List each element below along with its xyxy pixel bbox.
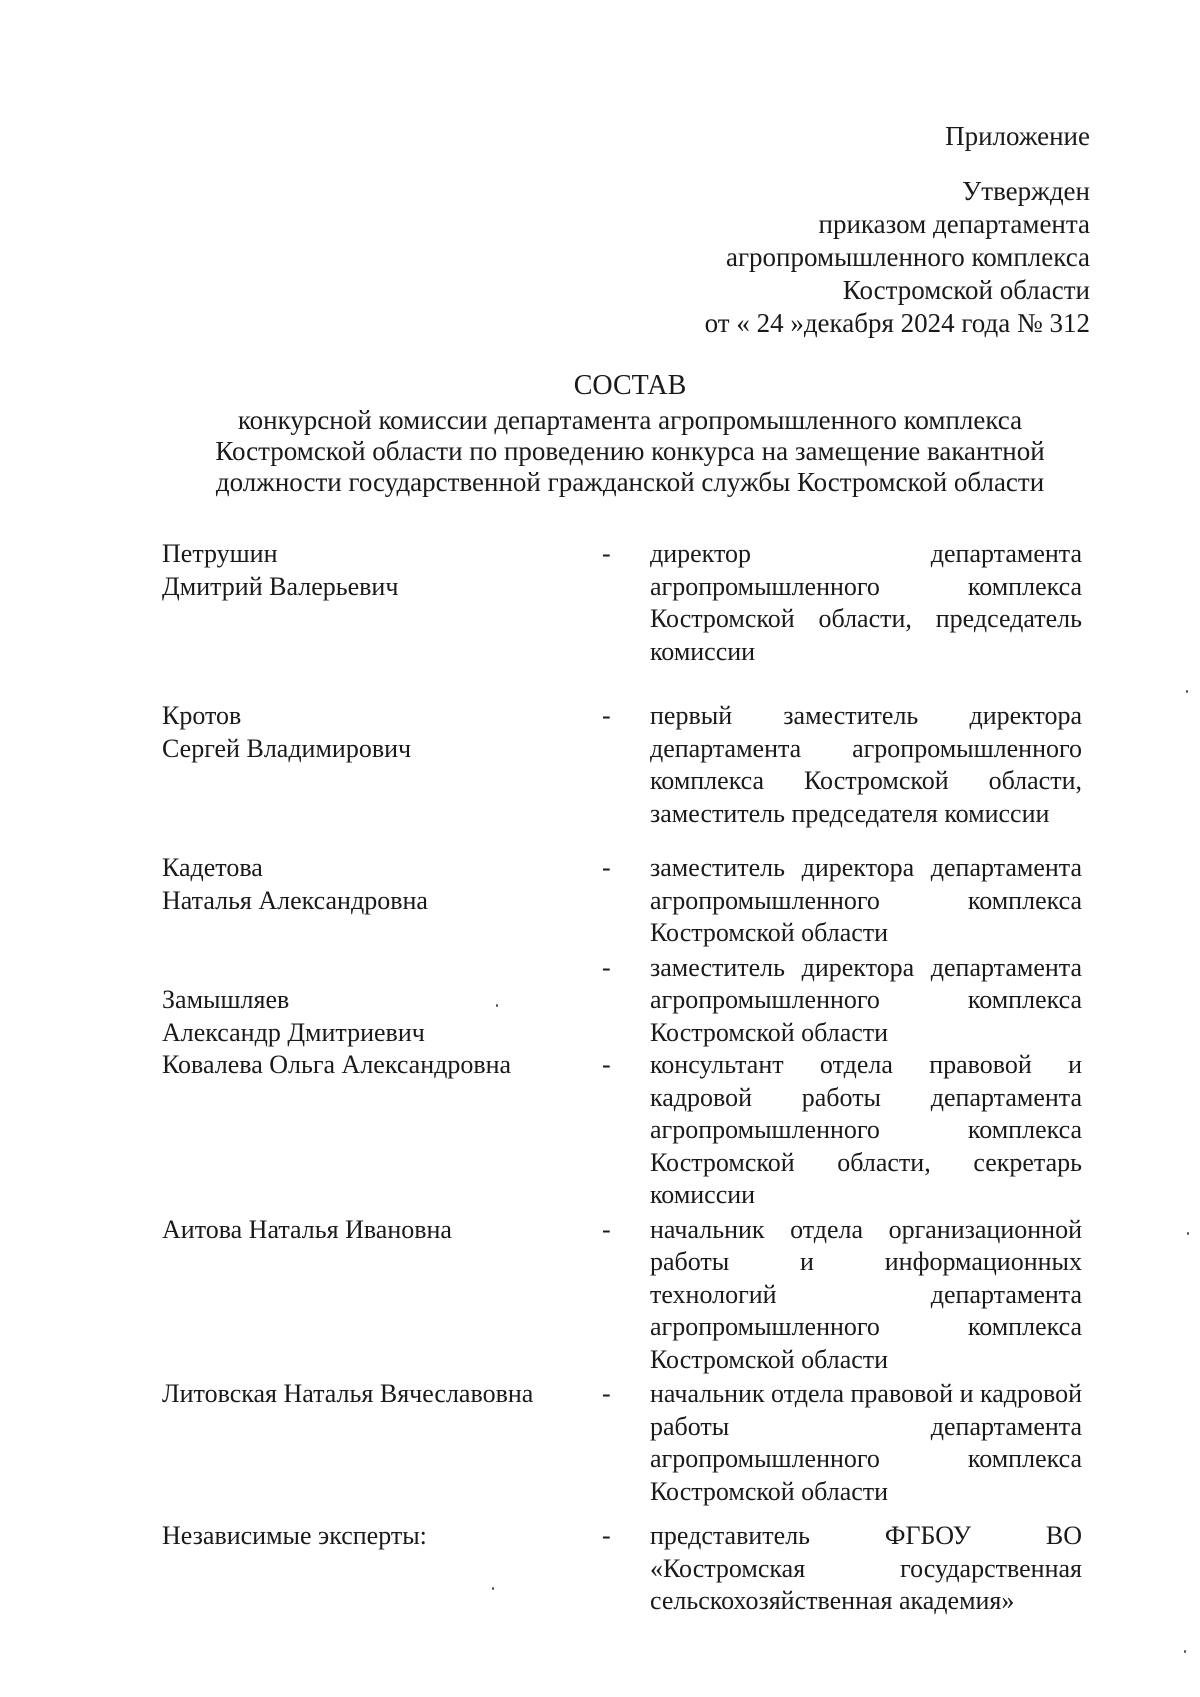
approval-line: агропромышленного комплекса: [726, 242, 1090, 272]
member-name: [162, 1520, 602, 1618]
member-role: начальник отдела правовой и кадровой работы департамента агропромышленного комплекса Костромской области: [650, 1379, 1083, 1506]
approval-line: Утвержден: [962, 176, 1090, 206]
commission-members-list: [162, 538, 1082, 1618]
scan-speck: [1187, 1232, 1189, 1235]
member-dash: -: [602, 1521, 611, 1550]
member-name: [162, 1378, 602, 1508]
document-title-block: [0, 370, 1200, 498]
member-name-line: [162, 952, 602, 985]
member-row: [162, 1378, 1082, 1508]
member-name: [162, 1214, 602, 1377]
document-title: СОСТАВ: [573, 370, 687, 401]
member-row: [162, 1520, 1082, 1618]
member-dash: -: [602, 1214, 611, 1244]
member-name-line: Замышляев: [162, 985, 290, 1014]
member-role: консультант отдела правовой и кадровой работы департамента агропромышленного комплекса Костромской области, секретарь комиссии: [650, 1050, 1082, 1209]
member-name-line: Петрушин: [162, 539, 278, 568]
member-name-line: Независимые эксперты:: [162, 1521, 427, 1550]
member-dash: -: [602, 1050, 611, 1079]
member-row: [162, 952, 1082, 1050]
approval-line: Костромской области: [842, 275, 1090, 305]
member-row: [162, 700, 1082, 830]
member-dash: -: [602, 952, 611, 982]
member-role: начальник отдела организационной работы и информационных технологий департамента агропромышленного комплекса Костромской области: [650, 1214, 1082, 1374]
member-name-line: Сергей Владимирович: [162, 733, 412, 763]
member-name-line: Ковалева Ольга Александровна: [162, 1050, 512, 1079]
member-role: директор департамента агропромышленного комплекса Костромской области, председатель комиссии: [650, 539, 1082, 666]
member-name-line: Кадетова: [162, 853, 263, 882]
member-name-line: Дмитрий Валерьевич: [162, 571, 399, 601]
scan-speck: [1186, 690, 1188, 693]
member-role: заместитель директора департамента агропромышленного комплекса Костромской области: [650, 853, 1082, 947]
member-role: заместитель директора департамента агропромышленного комплекса Костромской области: [650, 952, 1082, 1047]
member-dash: -: [602, 539, 611, 568]
member-row: [162, 538, 1082, 668]
scan-speck: [1184, 1650, 1186, 1653]
member-dash: -: [602, 701, 611, 730]
member-name: [162, 1049, 602, 1212]
member-name-line: Литовская Наталья Вячеславовна: [162, 1379, 534, 1408]
member-name-line: Аитова Наталья Ивановна: [162, 1214, 452, 1244]
appendix-label: Приложение: [945, 121, 1090, 151]
document-subtitle-line: Костромской области по проведению конкурса на замещение вакантной: [215, 436, 1045, 466]
member-name-line: Наталья Александровна: [162, 885, 428, 915]
member-dash: -: [602, 1379, 611, 1408]
scan-speck: [492, 1587, 494, 1590]
member-name: [162, 700, 602, 830]
member-dash: -: [602, 853, 611, 882]
approval-order-line: от « 24 »декабря 2024 года № 312: [704, 308, 1090, 338]
member-row: [162, 1049, 1082, 1212]
scan-speck: [496, 1004, 498, 1007]
member-name-line: Кротов: [162, 701, 242, 730]
member-role: представитель ФГБОУ ВО «Костромская государственная сельскохозяйственная академия»: [650, 1521, 1082, 1615]
approval-line: приказом департамента: [818, 209, 1090, 239]
approval-block: [705, 120, 1090, 340]
member-name: [162, 952, 602, 1050]
member-name-line: Александр Дмитриевич: [162, 1017, 425, 1047]
member-row: [162, 1214, 1082, 1377]
member-role: первый заместитель директора департамента агропромышленного комплекса Костромской области, заместитель председателя комиссии: [650, 701, 1082, 828]
member-name: [162, 538, 602, 668]
member-row: [162, 852, 1082, 950]
document-subtitle-line: должности государственной гражданской службы Костромской области: [215, 467, 1045, 497]
document-subtitle-line: конкурсной комиссии департамента агропромышленного комплекса: [237, 405, 1023, 435]
member-name: [162, 852, 602, 950]
